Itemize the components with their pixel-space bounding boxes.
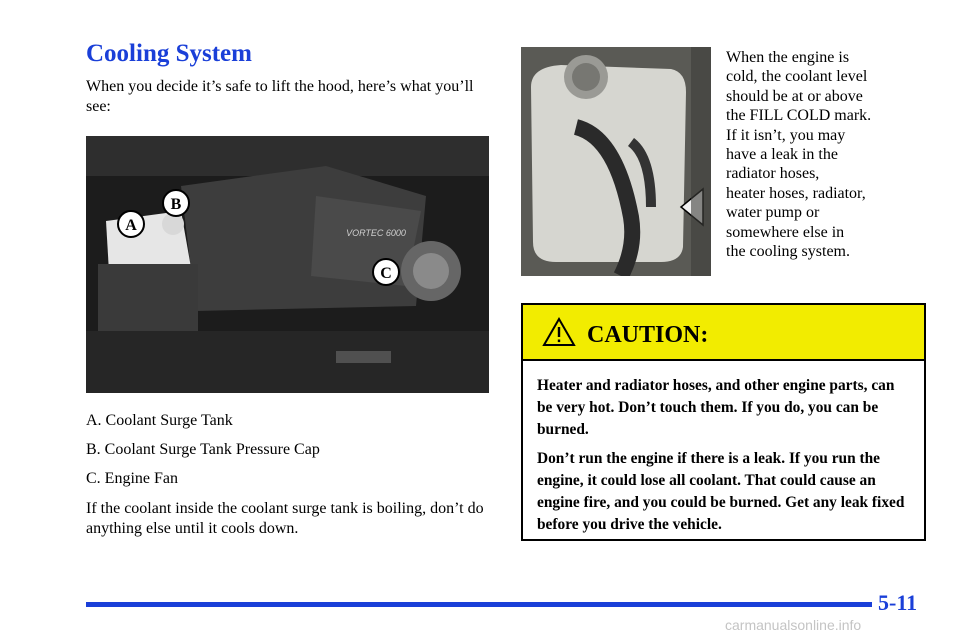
coolant-level-line: heater hoses, radiator, [726, 184, 866, 202]
caution-body [523, 361, 924, 536]
coolant-level-line: water pump or [726, 204, 820, 222]
coolant-level-line: the cooling system. [726, 243, 850, 261]
watermark-text: carmanualsonline.info [725, 617, 862, 633]
caution-header [523, 305, 924, 361]
legend-item: B. Coolant Surge Tank Pressure Cap [86, 441, 320, 458]
coolant-level-line: cold, the coolant level [726, 68, 868, 86]
page-number: 5-11 [878, 590, 918, 615]
coolant-level-line: somewhere else in [726, 223, 845, 241]
caution-title: CAUTION: [587, 322, 709, 348]
callout-c-label: C [380, 265, 392, 282]
caution-box [521, 303, 926, 541]
coolant-level-line: should be at or above [726, 87, 863, 105]
caution-paragraph: Heater and radiator hoses, and other engine parts, can be very hot. Don’t touch them. If you do, you can be burned. [537, 377, 895, 438]
callout-a-label: A [125, 217, 137, 234]
coolant-level-line: have a leak in the [726, 146, 838, 164]
coolant-level-line: the FILL COLD mark. [726, 107, 872, 125]
warning-triangle-icon [542, 317, 576, 347]
component-legend [86, 411, 320, 498]
engine-compartment-photo [86, 136, 489, 393]
intro-text: When you decide it’s safe to lift the hood, here’s what you’ll see: [86, 78, 474, 115]
coolant-level-line: If it isn’t, you may [726, 126, 846, 144]
footer-rule [86, 602, 872, 607]
section-title: Cooling System [86, 40, 252, 67]
coolant-tank-photo [521, 47, 711, 276]
engine-badge-text: VORTEC 6000 [346, 228, 406, 238]
legend-item: C. Engine Fan [86, 470, 178, 487]
coolant-level-text [726, 48, 926, 261]
callout-b-label: B [170, 196, 182, 213]
boiling-note: If the coolant inside the coolant surge tank is boiling, don’t do anything else until it cools down. [86, 500, 484, 537]
caution-paragraph: Don’t run the engine if there is a leak. If you run the engine, it could lose all coolant. That could cause an engine fire, and you could be burned. Get any leak fixed before you drive the vehicle. [537, 450, 905, 533]
coolant-level-line: When the engine is [726, 49, 850, 66]
legend-item: A. Coolant Surge Tank [86, 412, 233, 429]
coolant-level-line: radiator hoses, [726, 165, 820, 183]
